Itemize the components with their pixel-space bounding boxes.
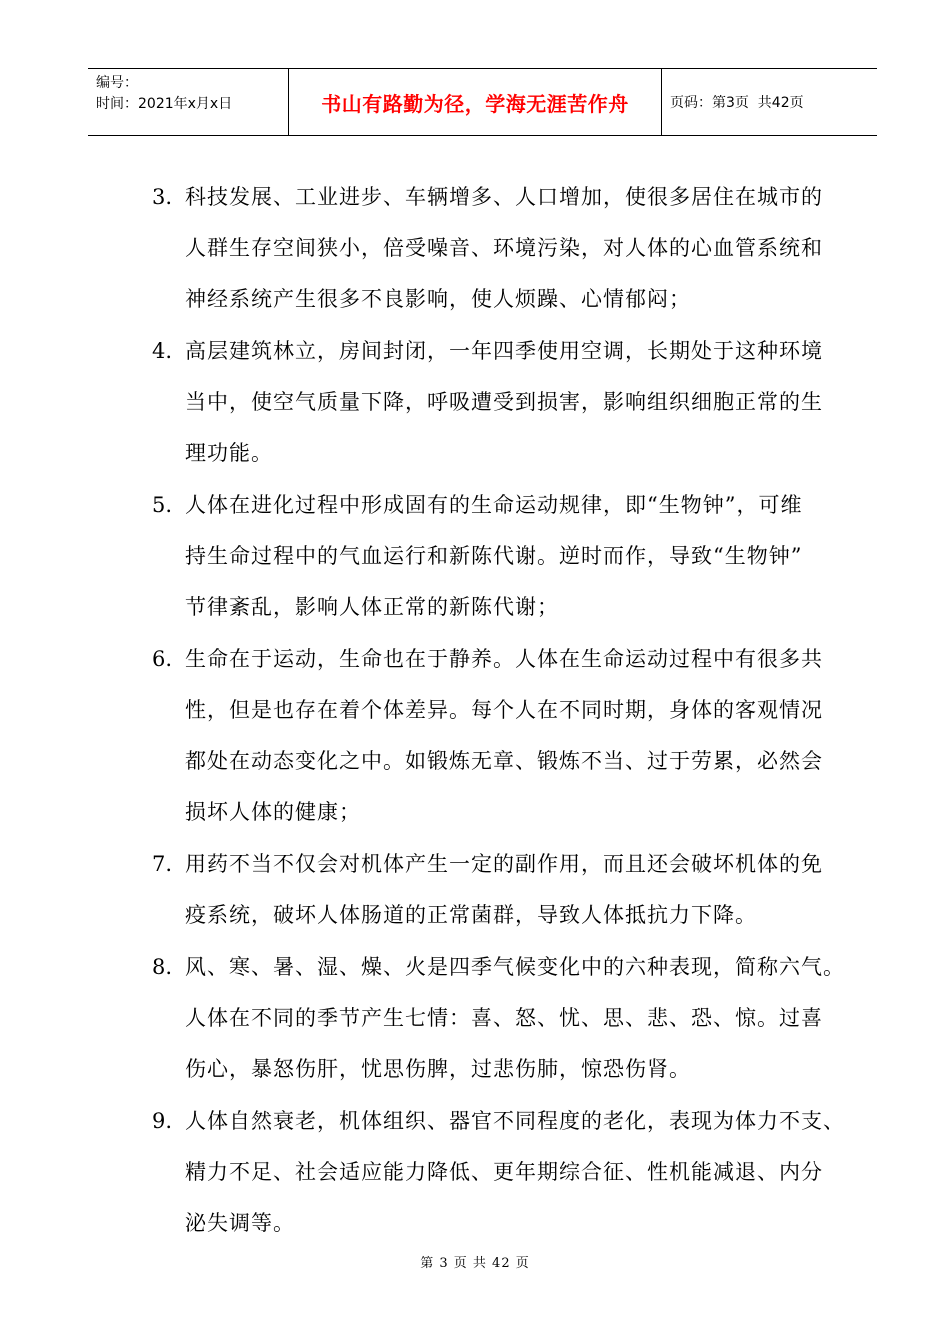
list-item-text — [185, 839, 865, 941]
text-line: 性，但是也存在着个体差异。每个人在不同时期，身体的客观情况 — [185, 698, 823, 722]
list-item-text — [185, 480, 865, 633]
list-item-number: 5. — [152, 493, 173, 517]
header-meta — [88, 69, 288, 135]
text-line: 节律紊乱，影响人体正常的新陈代谢； — [185, 595, 559, 619]
text-line: 高层建筑林立，房间封闭，一年四季使用空调，长期处于这种环境 — [185, 339, 823, 363]
text-line: 持生命过程中的气血运行和新陈代谢。逆时而作，导致“生物钟” — [185, 544, 803, 568]
text-line: 生命在于运动，生命也在于静养。人体在生命运动过程中有很多共 — [185, 647, 823, 671]
text-line: 人体自然衰老，机体组织、器官不同程度的老化，表现为体力不支、 — [185, 1109, 845, 1133]
text-line: 当中，使空气质量下降，呼吸遭受到损害，影响组织细胞正常的生 — [185, 390, 823, 414]
list-item-number: 9. — [152, 1109, 173, 1133]
text-line: 都处在动态变化之中。如锻炼无章、锻炼不当、过于劳累，必然会 — [185, 749, 823, 773]
header-motto: 书山有路勤为径，学海无涯苦作舟 — [288, 69, 662, 135]
text-line: 科技发展、工业进步、车辆增多、人口增加，使很多居住在城市的 — [185, 185, 823, 209]
text-line: 人群生存空间狭小，倍受噪音、环境污染，对人体的心血管系统和 — [185, 236, 823, 260]
text-line: 风、寒、暑、湿、燥、火是四季气候变化中的六种表现，简称六气。 — [185, 955, 845, 979]
text-line: 神经系统产生很多不良影响，使人烦躁、心情郁闷； — [185, 287, 691, 311]
text-line: 损坏人体的健康； — [185, 800, 361, 824]
list-item — [152, 634, 872, 838]
list-item — [152, 326, 872, 479]
numbered-list — [152, 172, 872, 1250]
text-line: 泌失调等。 — [185, 1211, 295, 1235]
page-footer: 第 3 页 共 42 页 — [420, 1256, 530, 1271]
page-info-text: 页码：第3页 共42页 — [670, 95, 804, 111]
list-item — [152, 1096, 872, 1249]
header-page-info — [662, 69, 877, 135]
time-label: 时间：2021年x月x日 — [96, 96, 233, 112]
list-item-text — [185, 326, 865, 479]
text-line: 人体在不同的季节产生七情：喜、怒、忧、思、悲、恐、惊。过喜 — [185, 1006, 823, 1030]
list-item-number: 3. — [152, 185, 173, 209]
text-line: 人体在进化过程中形成固有的生命运动规律，即“生物钟”，可维 — [185, 493, 803, 517]
list-item — [152, 839, 872, 941]
text-line: 用药不当不仅会对机体产生一定的副作用，而且还会破坏机体的免 — [185, 852, 823, 876]
list-item-text — [185, 634, 865, 838]
text-line: 精力不足、社会适应能力降低、更年期综合征、性机能减退、内分 — [185, 1160, 823, 1184]
list-item-text — [185, 1096, 865, 1249]
list-item-text — [185, 172, 865, 325]
list-item-number: 4. — [152, 339, 173, 363]
document-header — [88, 68, 877, 136]
list-item — [152, 480, 872, 633]
list-item-text — [185, 942, 865, 1095]
list-item — [152, 172, 872, 325]
list-item-number: 6. — [152, 647, 173, 671]
text-line: 伤心，暴怒伤肝，忧思伤脾，过悲伤肺，惊恐伤肾。 — [185, 1057, 691, 1081]
list-item-number: 7. — [152, 852, 173, 876]
text-line: 疫系统，破坏人体肠道的正常菌群，导致人体抵抗力下降。 — [185, 903, 757, 927]
list-item — [152, 942, 872, 1095]
serial-label: 编号： — [96, 75, 138, 91]
list-item-number: 8. — [152, 955, 173, 979]
text-line: 理功能。 — [185, 441, 273, 465]
